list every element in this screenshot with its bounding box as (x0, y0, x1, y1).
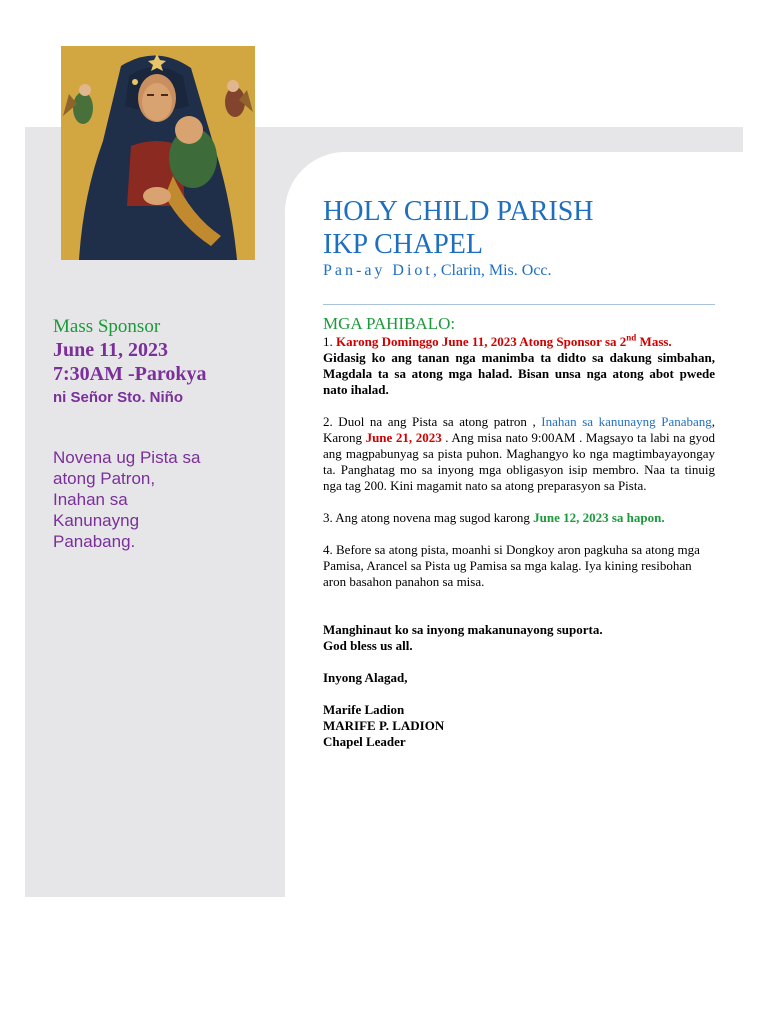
novena-line: Inahan sa (53, 490, 128, 509)
item-number: 1. (323, 334, 333, 349)
item-superscript: nd (626, 332, 637, 343)
parish-title (323, 195, 593, 261)
signatory-name: MARIFE P. LADION (323, 718, 445, 733)
closing-blessing: God bless us all. (323, 638, 413, 653)
announcement-item-3 (323, 510, 715, 526)
patron-name: Inahan sa kanunayng Panabang (541, 414, 712, 429)
novena-line: Panabang. (53, 532, 136, 551)
item-text: . Ang misa nato 9:00AM . Magsayo ta labi na gyod ang magpabunyag sa pista puhon. Maghangyo ko nga magtimbayayongay ta. Panghatag mo sa inyong mga obligasyon isip membro. Naa ta tinuig nga tag 200. Kini magamit nato sa atong preparasyon sa Pista. (323, 430, 715, 493)
closing-line: Manghinaut ko sa inyong makanunayong suporta. (323, 622, 603, 637)
location-subtitle (323, 261, 552, 281)
announcement-item-1 (323, 334, 715, 398)
sponsor-date: June 11, 2023 (53, 339, 169, 361)
novena-date: June 12, 2023 sa hapon. (533, 510, 665, 525)
our-mother-of-perpetual-help-icon (61, 46, 255, 260)
announcements-heading: MGA PAHIBALO: (323, 314, 456, 333)
item-highlight: Karong Dominggo June 11, 2023 Atong Sponsor sa 2 (336, 334, 627, 349)
location-town: , Clarin, Mis. Occ. (432, 262, 552, 279)
mass-sponsor-label: Mass Sponsor (53, 316, 161, 337)
salutation: Inyong Alagad, (323, 670, 408, 685)
announcement-item-4: 4. Before sa atong pista, moanhi si Dongkoy aron pagkuha sa atong mga Pamisa, Arancel sa Pista ug Pamisa sa mga kalag. Iya kining resibohan aron basahon panahon sa misa. (323, 542, 700, 589)
novena-line: atong Patron, (53, 469, 156, 488)
signatory-role: Chapel Leader (323, 734, 406, 749)
announcement-item-2 (323, 414, 715, 494)
novena-note (53, 447, 253, 552)
item-text: 3. Ang atong novena mag sugod karong (323, 510, 534, 525)
sponsor-name: ni Señor Sto. Niño (53, 389, 183, 406)
fiesta-date: June 21, 2023 (365, 430, 442, 445)
item-body: Gidasig ko ang tanan nga manimba ta didto sa dakung simbahan, Magdala ta sa atong mga halad. Bisan unsa nga atong abot pwede nato ihalad. (323, 350, 715, 397)
title-line: HOLY CHILD PARISH (323, 196, 594, 227)
novena-line: Novena ug Pista sa (53, 448, 201, 467)
sidebar (53, 315, 273, 552)
announcements (323, 315, 715, 750)
item-text: 2. Duol na ang Pista sa atong patron , (323, 414, 542, 429)
item-text: , Karong (323, 414, 716, 445)
signature-name: Marife Ladion (323, 702, 405, 717)
divider (323, 304, 715, 305)
title-line: IKP CHAPEL (323, 229, 483, 260)
sponsor-time: 7:30AM -Parokya (53, 363, 207, 385)
item-highlight-end: Mass. (636, 334, 672, 349)
novena-line: Kanunayng (53, 511, 140, 530)
location-barangay: Pan-ay Diot (323, 262, 433, 279)
